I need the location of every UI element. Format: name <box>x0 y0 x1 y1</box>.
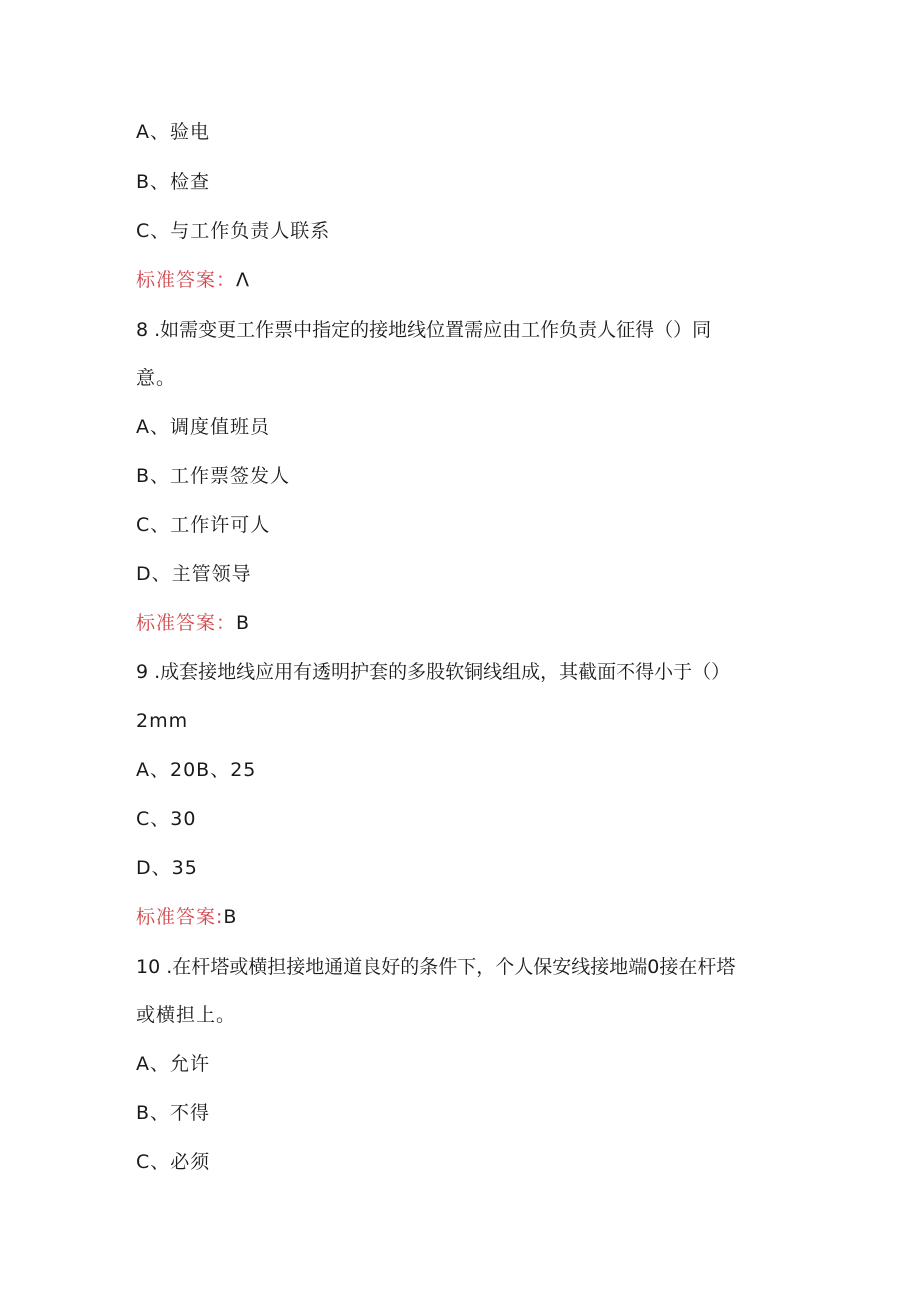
q8-option-a: A、调度值班员 <box>136 416 270 438</box>
q8-option-b: B、工作票签发人 <box>136 465 291 487</box>
q7-answer-value: Λ <box>236 269 251 291</box>
q10-option-a: A、允许 <box>136 1053 210 1075</box>
q8-answer-value: B <box>236 612 251 634</box>
q7-option-c: C、与工作负责人联系 <box>136 220 331 242</box>
q7-option-a: A、验电 <box>136 121 210 143</box>
q8-option-c: C、工作许可人 <box>136 514 271 536</box>
q9-question-line1: 9 .成套接地线应用有透明护套的多股软铜线组成，其截面不得小于（） <box>136 661 731 683</box>
q7-answer-label: 标准答案： <box>136 269 237 291</box>
q7-answer <box>136 268 250 292</box>
q10-option-c: C、必须 <box>136 1151 211 1173</box>
q8-answer <box>136 611 250 635</box>
q8-question-line1: 8 .如需变更工作票中指定的接地线位置需应由工作负责人征得（）同 <box>136 319 712 341</box>
q9-answer <box>136 905 237 929</box>
q9-question-line2: 2mm <box>136 710 189 732</box>
q9-option-c: C、30 <box>136 808 197 830</box>
q9-option-ab: A、20B、25 <box>136 759 257 781</box>
q10-option-b: B、不得 <box>136 1102 211 1124</box>
q9-answer-label: 标准答案: <box>136 906 224 928</box>
q8-option-d: D、主管领导 <box>136 563 252 585</box>
q8-answer-label: 标准答案： <box>136 612 237 634</box>
q9-option-d: D、35 <box>136 857 198 879</box>
q9-answer-value: B <box>223 906 238 928</box>
q10-question-line1: 10 .在杆塔或横担接地通道良好的条件下，个人保安线接地端0接在杆塔 <box>136 956 736 978</box>
q7-option-b: B、检查 <box>136 171 211 193</box>
q8-question-line2: 意。 <box>136 367 177 389</box>
q10-question-line2: 或横担上。 <box>136 1004 237 1026</box>
